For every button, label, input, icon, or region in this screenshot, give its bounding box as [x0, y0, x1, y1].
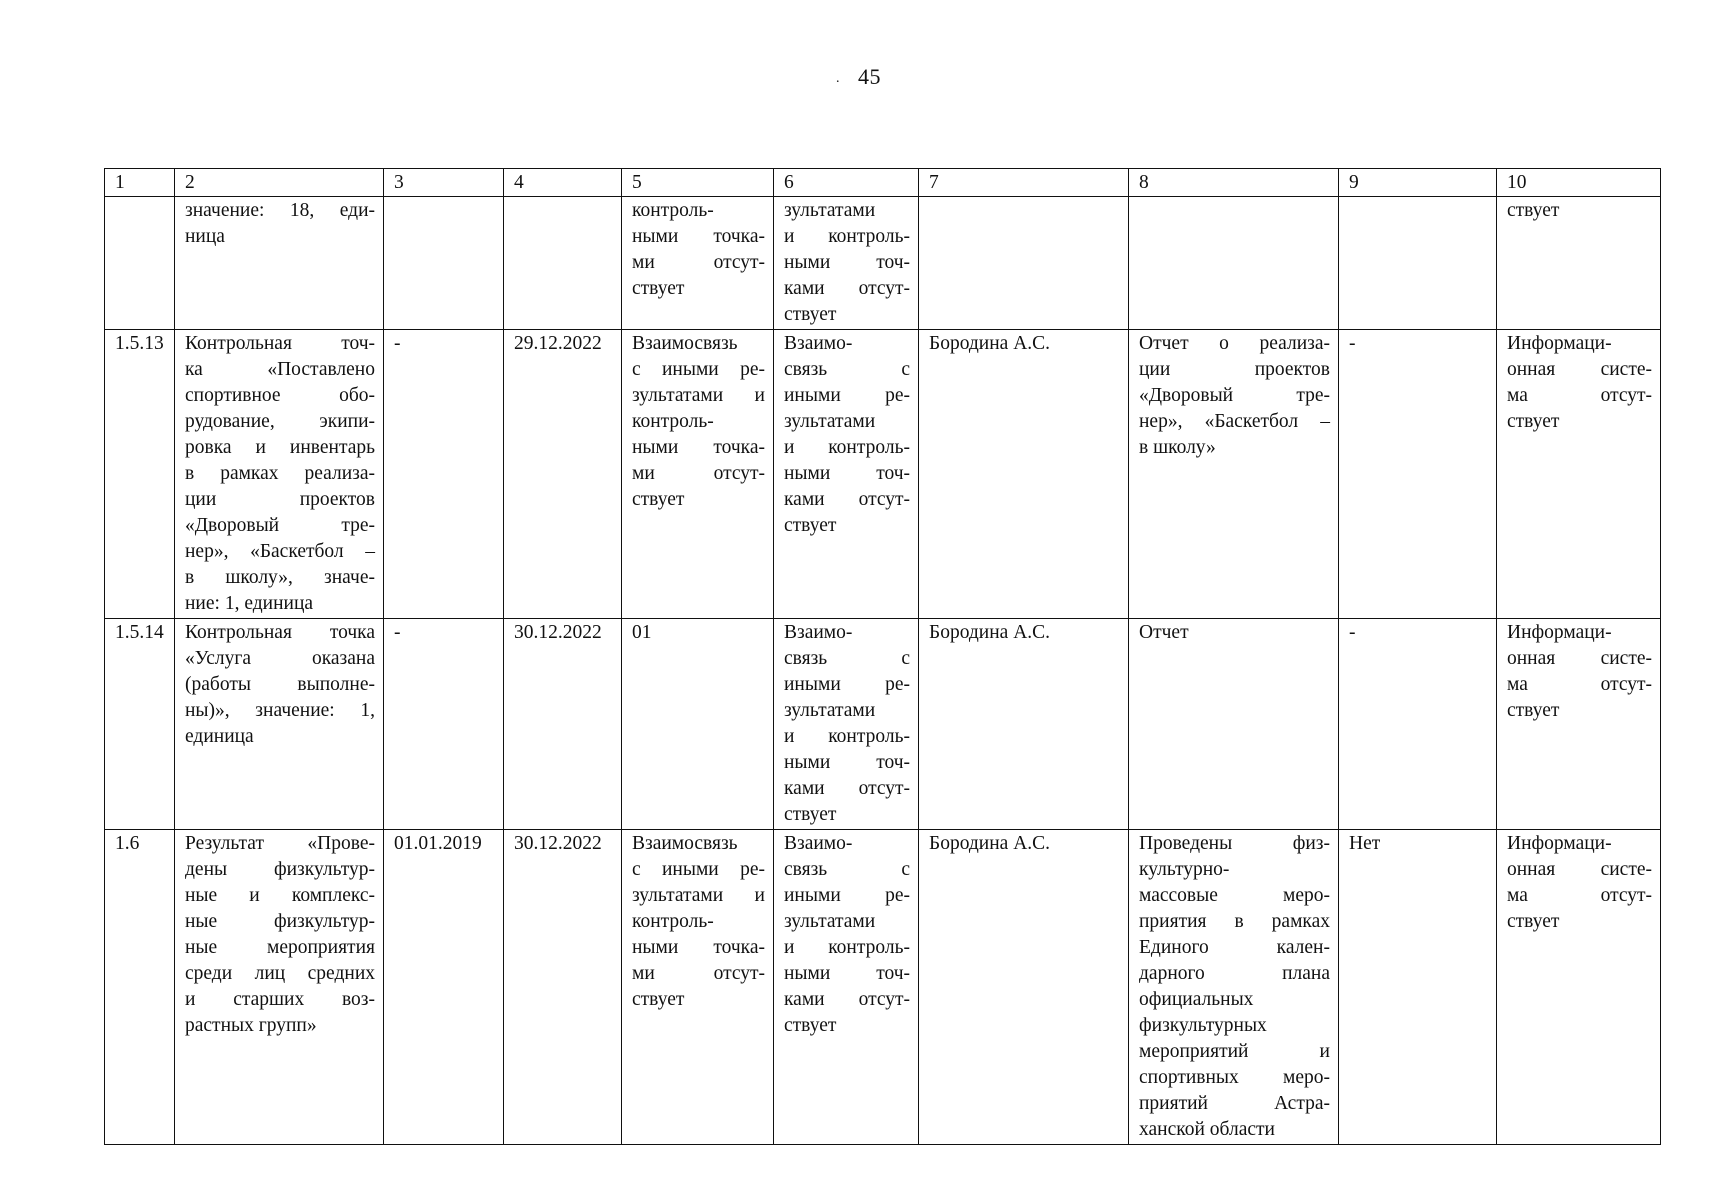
- cell-text-line: «Дворовый тре-: [185, 515, 375, 536]
- cell-text-line: нер», «Баскетбол –: [1139, 411, 1330, 432]
- cell-text: Бородина А.С.: [929, 833, 1051, 854]
- cell-text: 1.5.14: [115, 622, 164, 643]
- table-cell-col-9: [1339, 197, 1497, 330]
- table-cell-col-10: [1497, 197, 1661, 330]
- cell-text-line: Контрольная точка: [185, 622, 375, 643]
- cell-text-line: Информаци-: [1507, 333, 1612, 354]
- cell-text-line: зультатами: [784, 411, 876, 432]
- cell-text-line: ными точка-: [632, 937, 765, 958]
- table-cell-col-6: [774, 830, 919, 1145]
- cell-text-line: Информаци-: [1507, 833, 1612, 854]
- table-cell-col-5: [622, 619, 774, 830]
- cell-text-line: контроль-: [632, 911, 714, 932]
- table-cell-col-4: [504, 330, 622, 619]
- cell-text-line: мероприятий и: [1139, 1041, 1330, 1062]
- cell-text-line: контроль-: [632, 411, 714, 432]
- document-table: [104, 168, 1661, 1145]
- table-cell-col-8: [1129, 830, 1339, 1145]
- table-cell-col-5: [622, 197, 774, 330]
- cell-text-line: зультатами: [784, 911, 876, 932]
- table-cell-col-5: [622, 830, 774, 1145]
- cell-text-line: Взаимо-: [784, 833, 853, 854]
- cell-text-line: спортивных меро-: [1139, 1067, 1330, 1088]
- cell-text-line: иными ре-: [784, 385, 910, 406]
- cell-text-line: ные физкультур-: [185, 911, 375, 932]
- cell-text-line: «Услуга оказана: [185, 648, 375, 669]
- cell-text: Нет: [1349, 833, 1381, 854]
- cell-text-line: Результат «Прове-: [185, 833, 375, 854]
- column-header-2: 2: [175, 169, 384, 197]
- cell-text-line: ные и комплекс-: [185, 885, 375, 906]
- cell-text-line: и контроль-: [784, 226, 910, 247]
- table-body: [105, 197, 1661, 1145]
- table-cell-col-3: [384, 619, 504, 830]
- cell-text-line: контроль-: [632, 200, 714, 221]
- cell-text-line: спортивное обо-: [185, 385, 375, 406]
- table-cell-col-4: [504, 830, 622, 1145]
- cell-text-line: ными точ-: [784, 963, 910, 984]
- column-header-3: 3: [384, 169, 504, 197]
- cell-text-line: зультатами и: [632, 885, 765, 906]
- cell-text-line: связь с: [784, 359, 910, 380]
- cell-text-line: ными точка-: [632, 437, 765, 458]
- cell-text-line: ствует: [784, 515, 837, 536]
- cell-text-line: ными точ-: [784, 252, 910, 273]
- cell-text-line: Проведены физ-: [1139, 833, 1330, 854]
- column-header-9: 9: [1339, 169, 1497, 197]
- cell-text-line: ными точка-: [632, 226, 765, 247]
- table-cell-col-4: [504, 197, 622, 330]
- cell-text-line: и контроль-: [784, 437, 910, 458]
- table-cell-col-7: [919, 830, 1129, 1145]
- cell-text-line: онная систе-: [1507, 648, 1652, 669]
- column-header-7: 7: [919, 169, 1129, 197]
- cell-text-line: ние: 1, единица: [185, 593, 314, 614]
- cell-text-line: ны)», значение: 1,: [185, 700, 375, 721]
- table-header-row: [105, 169, 1661, 197]
- table-cell-col-10: [1497, 619, 1661, 830]
- cell-text: -: [1349, 622, 1356, 643]
- table-cell-col-8: [1129, 330, 1339, 619]
- cell-text-line: ма отсут-: [1507, 674, 1652, 695]
- table-cell-col-8: [1129, 619, 1339, 830]
- table-cell-col-10: [1497, 330, 1661, 619]
- table-cell-col-7: [919, 330, 1129, 619]
- table-cell-col-7: [919, 197, 1129, 330]
- table-row: [105, 619, 1661, 830]
- cell-text-line: ма отсут-: [1507, 385, 1652, 406]
- cell-text-line: ствует: [1507, 911, 1560, 932]
- cell-text-line: ствует: [632, 989, 685, 1010]
- table-cell-col-2: [175, 830, 384, 1145]
- cell-text-line: ствует: [784, 1015, 837, 1036]
- cell-text-line: Взаимосвязь: [632, 833, 738, 854]
- table-cell-col-1: [105, 830, 175, 1145]
- cell-text-line: официальных: [1139, 989, 1254, 1010]
- column-header-5: 5: [622, 169, 774, 197]
- cell-text-line: зультатами: [784, 200, 876, 221]
- cell-text-line: «Дворовый тре-: [1139, 385, 1330, 406]
- cell-text: 1.6: [115, 833, 140, 854]
- cell-text-line: среди лиц средних: [185, 963, 375, 984]
- page-number-dot: .: [836, 70, 840, 86]
- cell-text: 1.5.13: [115, 333, 164, 354]
- table-cell-col-1: [105, 330, 175, 619]
- column-header-1: 1: [105, 169, 175, 197]
- cell-text-line: Контрольная точ-: [185, 333, 375, 354]
- cell-text-line: ции проектов: [1139, 359, 1330, 380]
- cell-text: 29.12.2022: [514, 333, 602, 354]
- cell-text-line: ками отсут-: [784, 989, 910, 1010]
- column-header-6: 6: [774, 169, 919, 197]
- table-cell-col-9: [1339, 830, 1497, 1145]
- cell-text-line: связь с: [784, 648, 910, 669]
- cell-text-line: с иными ре-: [632, 859, 765, 880]
- cell-text-line: ствует: [1507, 411, 1560, 432]
- cell-text: 30.12.2022: [514, 833, 602, 854]
- table-cell-col-3: [384, 830, 504, 1145]
- table-cell-col-6: [774, 330, 919, 619]
- cell-text-line: единица: [185, 726, 254, 747]
- cell-text-line: дены физкультур-: [185, 859, 375, 880]
- page-number-value: 45: [858, 64, 881, 89]
- column-header-8: 8: [1129, 169, 1339, 197]
- cell-text-line: ма отсут-: [1507, 885, 1652, 906]
- table-cell-col-2: [175, 619, 384, 830]
- cell-text-line: и старших воз-: [185, 989, 375, 1010]
- cell-text-line: ствует: [784, 304, 837, 325]
- cell-text: Бородина А.С.: [929, 622, 1051, 643]
- cell-text: 30.12.2022: [514, 622, 602, 643]
- cell-text-line: онная систе-: [1507, 859, 1652, 880]
- cell-text-line: ми отсут-: [632, 463, 765, 484]
- cell-text-line: ными точ-: [784, 752, 910, 773]
- cell-text-line: ствует: [1507, 200, 1560, 221]
- cell-text: -: [394, 333, 401, 354]
- table-cell-col-6: [774, 197, 919, 330]
- table-cell-col-1: [105, 619, 175, 830]
- cell-text-line: ница: [185, 226, 225, 247]
- cell-text: -: [1349, 333, 1356, 354]
- cell-text-line: ми отсут-: [632, 963, 765, 984]
- cell-text-line: приятий Астра-: [1139, 1093, 1330, 1114]
- cell-text: Бородина А.С.: [929, 333, 1051, 354]
- cell-text-line: (работы выполне-: [185, 674, 375, 695]
- cell-text-line: физкультурных: [1139, 1015, 1267, 1036]
- cell-text-line: значение: 18, еди-: [185, 200, 375, 221]
- cell-text-line: зультатами и: [632, 385, 765, 406]
- table-cell-col-4: [504, 619, 622, 830]
- cell-text-line: в школу»: [1139, 437, 1216, 458]
- cell-text-line: ствует: [784, 804, 837, 825]
- table-cell-col-9: [1339, 330, 1497, 619]
- cell-text-line: и контроль-: [784, 937, 910, 958]
- cell-text-line: ции проектов: [185, 489, 375, 510]
- table-row: [105, 330, 1661, 619]
- cell-text-line: ствует: [1507, 700, 1560, 721]
- cell-text-line: растных групп»: [185, 1015, 317, 1036]
- cell-text-line: ровка и инвентарь: [185, 437, 375, 458]
- cell-text-line: ные мероприятия: [185, 937, 375, 958]
- cell-text-line: в школу», значе-: [185, 567, 375, 588]
- cell-text-line: Отчет: [1139, 622, 1189, 643]
- column-header-10: 10: [1497, 169, 1661, 197]
- cell-text-line: Взаимо-: [784, 622, 853, 643]
- table-cell-col-7: [919, 619, 1129, 830]
- cell-text-line: массовые меро-: [1139, 885, 1330, 906]
- cell-text-line: онная систе-: [1507, 359, 1652, 380]
- cell-text-line: ными точ-: [784, 463, 910, 484]
- cell-text-line: связь с: [784, 859, 910, 880]
- cell-text-line: ка «Поставлено: [185, 359, 375, 380]
- cell-text-line: ками отсут-: [784, 278, 910, 299]
- table-cell-col-1: [105, 197, 175, 330]
- cell-text-line: нер», «Баскетбол –: [185, 541, 375, 562]
- table-cell-col-3: [384, 330, 504, 619]
- cell-text-line: ствует: [632, 489, 685, 510]
- cell-text: -: [394, 622, 401, 643]
- column-header-4: 4: [504, 169, 622, 197]
- cell-text-line: и контроль-: [784, 726, 910, 747]
- cell-text-line: Единого кален-: [1139, 937, 1330, 958]
- cell-text-line: зультатами: [784, 700, 876, 721]
- cell-text-line: рудование, экипи-: [185, 411, 375, 432]
- table-cell-col-6: [774, 619, 919, 830]
- table-cell-col-2: [175, 197, 384, 330]
- table-row: [105, 830, 1661, 1145]
- cell-text-line: Отчет о реализа-: [1139, 333, 1330, 354]
- cell-text-line: приятия в рамках: [1139, 911, 1330, 932]
- table-cell-col-9: [1339, 619, 1497, 830]
- table-cell-col-3: [384, 197, 504, 330]
- cell-text: 01.01.2019: [394, 833, 482, 854]
- table-cell-col-5: [622, 330, 774, 619]
- cell-text-line: ками отсут-: [784, 778, 910, 799]
- cell-text-line: ствует: [632, 278, 685, 299]
- page-number: [0, 64, 1717, 90]
- cell-text-line: с иными ре-: [632, 359, 765, 380]
- cell-text-line: ми отсут-: [632, 252, 765, 273]
- table-cell-col-8: [1129, 197, 1339, 330]
- cell-text-line: ками отсут-: [784, 489, 910, 510]
- cell-text-line: дарного плана: [1139, 963, 1330, 984]
- cell-text-line: Взаимосвязь: [632, 333, 738, 354]
- cell-text-line: в рамках реализа-: [185, 463, 375, 484]
- cell-text-line: Информаци-: [1507, 622, 1612, 643]
- table-row: [105, 197, 1661, 330]
- cell-text-line: ханской области: [1139, 1119, 1275, 1140]
- cell-text-line: культурно-: [1139, 859, 1230, 880]
- cell-text-line: Взаимо-: [784, 333, 853, 354]
- cell-text-line: иными ре-: [784, 885, 910, 906]
- cell-text-line: иными ре-: [784, 674, 910, 695]
- table-cell-col-10: [1497, 830, 1661, 1145]
- cell-text-line: 01: [632, 622, 652, 643]
- table-cell-col-2: [175, 330, 384, 619]
